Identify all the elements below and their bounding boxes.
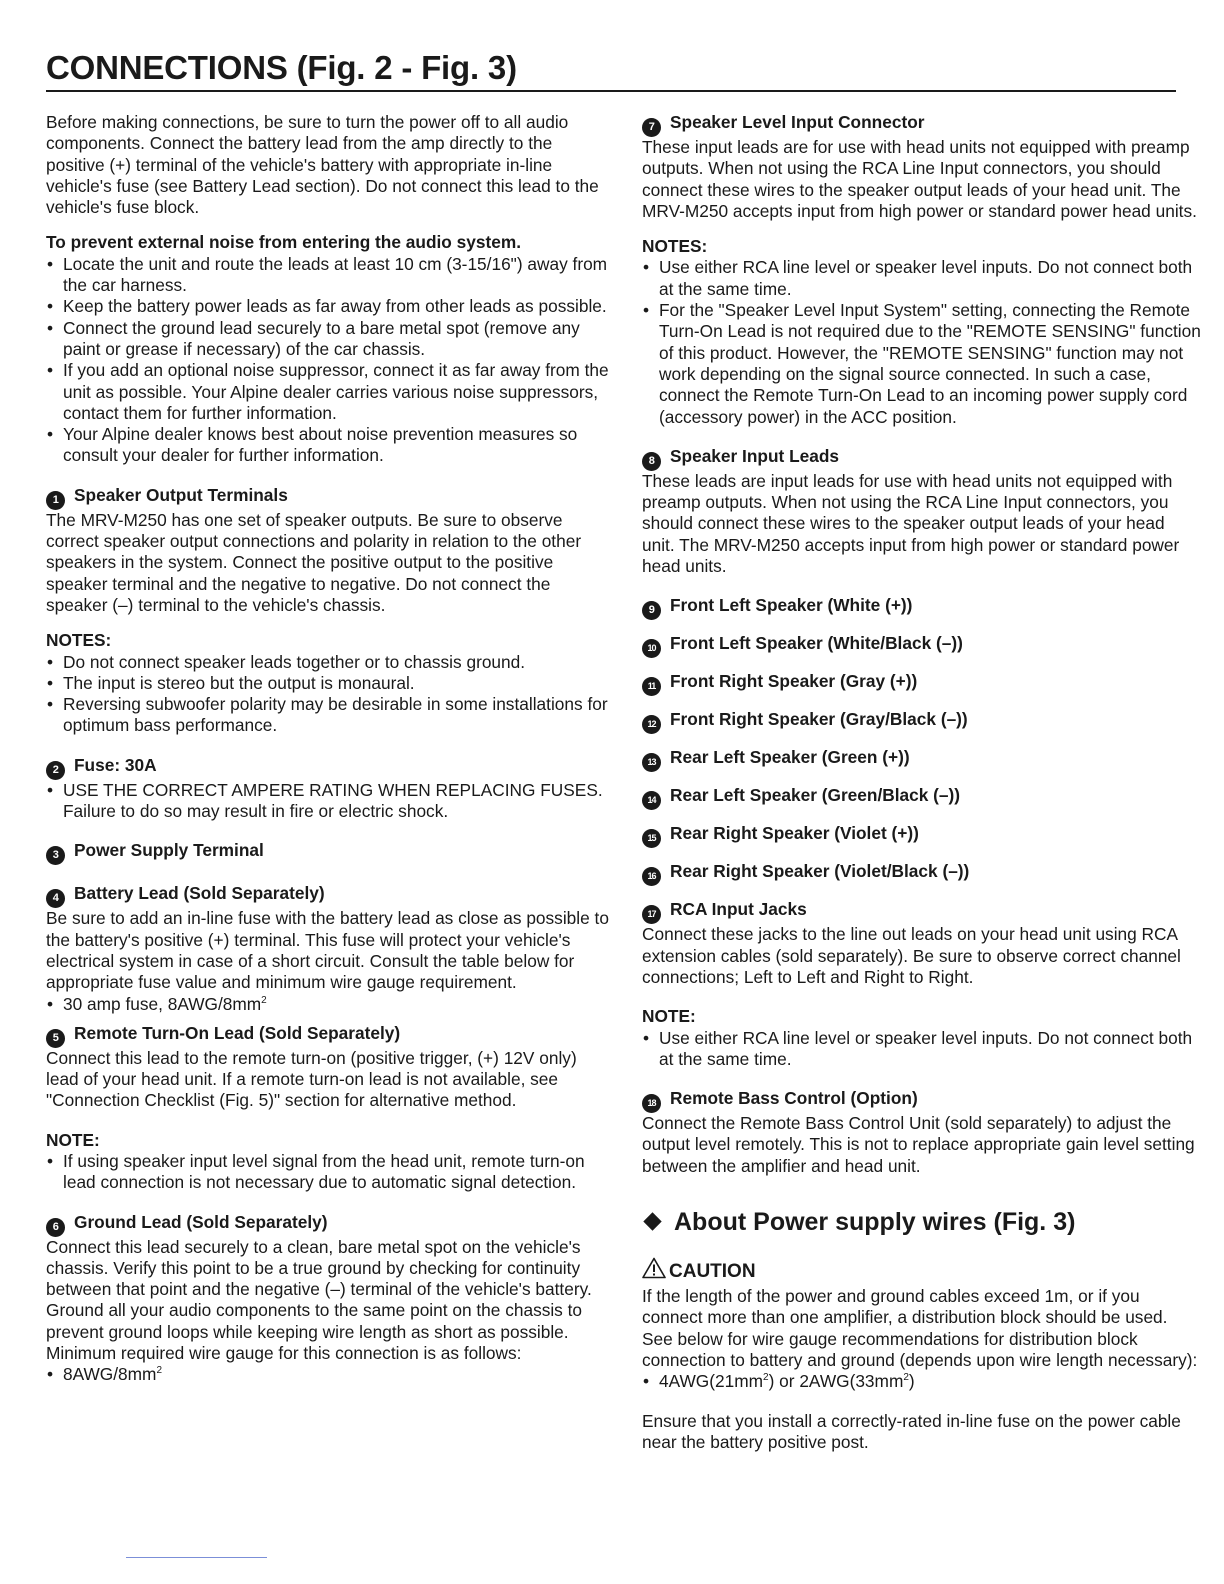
section-8-body: These leads are input leads for use with head units not equipped with preamp outputs. When not using the RCA Line Input connectors, you should connect these wires to the speaker output leads of your head unit. The MRV-M250 accepts input from high power or standard power head units. <box>642 470 1180 577</box>
list-item: • USE THE CORRECT AMPERE RATING WHEN REPLACING FUSES. <box>46 780 614 801</box>
section-2-list <box>46 780 614 801</box>
section-7-notes-label: NOTES: <box>642 236 708 257</box>
number-12-icon: 12 <box>642 715 661 734</box>
section-1-body: The MRV-M250 has one set of speaker outputs. Be sure to observe correct speaker output connections and polarity in relation to the other speakers in the system. Connect the positive output to the positive speaker terminal and the negative to negative. Do not connect the speaker (–) terminal to the vehicle's chassis. <box>46 509 582 615</box>
list-item: • Use either RCA line level or speaker level inputs. Do not connect both at the same time. <box>642 257 1202 300</box>
number-13-icon: 13 <box>642 753 661 772</box>
caution-label: CAUTION <box>642 1257 1202 1286</box>
noise-heading: To prevent external noise from entering the audio system. <box>46 232 522 253</box>
speaker-lead-item: 9 Front Left Speaker (White (+)) <box>642 595 1202 633</box>
list-item: • The input is stereo but the output is monaural. <box>46 673 614 694</box>
section-5-note <box>46 1151 614 1194</box>
list-item: • Reversing subwoofer polarity may be desirable in some installations for optimum bass performance. <box>46 694 614 737</box>
section-1-notes <box>46 652 614 737</box>
list-item: • If you add an optional noise suppressor, connect it as far away from the unit as possible. Your Alpine dealer carries various noise suppressors, contact them for further information. <box>46 360 614 424</box>
list-item: • Keep the battery power leads as far away from other leads as possible. <box>46 296 614 317</box>
section-4-list <box>46 994 614 1015</box>
section-5-body: Connect this lead to the remote turn-on (positive trigger, (+) 12V only) lead of your head unit. If a remote turn-on lead is not available, see "Connection Checklist (Fig. 5)" section for alternative method. <box>46 1047 577 1111</box>
number-15-icon: 15 <box>642 829 661 848</box>
number-17-icon: 17 <box>642 905 661 924</box>
number-11-icon: 11 <box>642 677 661 696</box>
section-17-heading: 17 RCA Input Jacks <box>642 899 1202 924</box>
list-item: • $8AWG/8mm^2$ <box>46 1364 614 1385</box>
noise-bullet-list <box>46 254 614 467</box>
section-8-heading: 8 Speaker Input Leads <box>642 446 1202 471</box>
speaker-lead-item: 13 Rear Left Speaker (Green (+)) <box>642 747 1202 785</box>
list-item: • For the "Speaker Level Input System" setting, connecting the Remote Turn-On Lead is not required due to the "REMOTE SENSING" function of this product. However, the "REMOTE SENSING" function may not work depending on the signal source connected. In such a case, connect the Remote Turn-On Lead to an incoming power supply cord (accessory power) in the ACC position. <box>642 300 1202 428</box>
speaker-lead-item: 12 Front Right Speaker (Gray/Black (–)) <box>642 709 1202 747</box>
list-item: • Your Alpine dealer knows best about noise prevention measures so consult your dealer for further information. <box>46 424 614 467</box>
list-item: • Do not connect speaker leads together or to chassis ground. <box>46 652 614 673</box>
section-6-heading: 6 Ground Lead (Sold Separately) <box>46 1212 614 1237</box>
title-rule <box>46 90 1176 92</box>
section-18-body: Connect the Remote Bass Control Unit (sold separately) to adjust the output level remotely. This is not to replace appropriate gain level setting between the amplifier and head unit. <box>642 1113 1195 1176</box>
speaker-lead-item: 16 Rear Right Speaker (Violet/Black (–)) <box>642 861 1202 899</box>
power-supply-heading: About Power supply wires (Fig. 3) <box>642 1207 1202 1237</box>
left-column <box>46 112 614 1386</box>
footer-link-underline <box>126 1557 267 1558</box>
list-item: • Connect the ground lead securely to a bare metal spot (remove any paint or grease if necessary) of the car chassis. <box>46 318 614 361</box>
number-4-icon: 4 <box>46 889 65 908</box>
list-item: • Use either RCA line level or speaker level inputs. Do not connect both at the same time. <box>642 1028 1202 1071</box>
section-2-extra: Failure to do so may result in fire or electric shock. <box>63 801 449 822</box>
number-7-icon: 7 <box>642 118 661 137</box>
section-7-body: These input leads are for use with head units not equipped with preamp outputs. When not using the RCA Line Input connectors, you should connect these wires to the speaker output leads of your head unit. The MRV-M250 accepts input from high power or standard power head units. <box>642 137 1197 221</box>
number-16-icon: 16 <box>642 867 661 886</box>
page-title: CONNECTIONS (Fig. 2 - Fig. 3) <box>46 49 517 86</box>
list-item: • If using speaker input level signal from the head unit, remote turn-on lead connection is not necessary due to automatic signal detection. <box>46 1151 614 1194</box>
number-10-icon: 10 <box>642 639 661 658</box>
section-18-heading: 18 Remote Bass Control (Option) <box>642 1088 1202 1113</box>
list-item: • Locate the unit and route the leads at least 10 cm (3-15/16") away from the car harness. <box>46 254 614 297</box>
speaker-lead-item: 10 Front Left Speaker (White/Black (–)) <box>642 633 1202 671</box>
number-14-icon: 14 <box>642 791 661 810</box>
number-9-icon: 9 <box>642 601 661 620</box>
section-17-body: Connect these jacks to the line out leads on your head unit using RCA extension cables (sold separately). Be sure to observe correct channel connections; Left to Left and Right to Right. <box>642 924 1181 987</box>
section-4-heading: 4 Battery Lead (Sold Separately) <box>46 883 614 908</box>
intro-paragraph: Before making connections, be sure to turn the power off to all audio components. Connect the battery lead from the amp directly to the positive (+) terminal of the vehicle's battery with appropriate in-line vehicle's fuse (see Battery Lead section). Do not connect this lead to the vehicle's fuse block. <box>46 112 599 218</box>
power-wire-list <box>642 1371 1202 1392</box>
section-1-notes-label: NOTES: <box>46 630 112 651</box>
list-item: • 30 amp fuse, $8AWG/8mm^2$ <box>46 994 614 1015</box>
list-item: • $4AWG(21mm^2)$ or $2AWG(33mm^2)$ <box>642 1371 1202 1392</box>
section-2-heading: 2 Fuse: 30A <box>46 755 614 780</box>
speaker-lead-item: 11 Front Right Speaker (Gray (+)) <box>642 671 1202 709</box>
number-5-icon: 5 <box>46 1029 65 1048</box>
section-17-note <box>642 1028 1202 1071</box>
power-fuse-note: Ensure that you install a correctly-rated in-line fuse on the power cable near the battery positive post. <box>642 1410 1181 1452</box>
warning-triangle-icon <box>642 1257 666 1286</box>
number-1-icon: 1 <box>46 491 65 510</box>
section-6-list <box>46 1364 614 1385</box>
section-7-heading: 7 Speaker Level Input Connector <box>642 112 1202 137</box>
diamond-icon <box>643 1213 661 1231</box>
section-6-body: Connect this lead securely to a clean, bare metal spot on the vehicle's chassis. Verify this point to be a true ground by checking for continuity between that point and the negative (–) terminal of the vehicle's battery. Ground all your audio components to the same point on the chassis to prevent ground loops while keeping wire length as short as possible. <box>46 1236 592 1342</box>
number-3-icon: 3 <box>46 846 65 865</box>
section-3-heading: 3 Power Supply Terminal <box>46 840 614 865</box>
speaker-lead-item: 15 Rear Right Speaker (Violet (+)) <box>642 823 1202 861</box>
section-5-note-label: NOTE: <box>46 1129 100 1150</box>
section-4-body: Be sure to add an in-line fuse with the battery lead as close as possible to the battery's positive (+) terminal. This fuse will protect your vehicle's electrical system in case of a short circuit. Consult the table below for appropriate fuse value and minimum wire gauge requirement. <box>46 908 609 993</box>
speaker-lead-item: 14 Rear Left Speaker (Green/Black (–)) <box>642 785 1202 823</box>
number-18-icon: 18 <box>642 1094 661 1113</box>
number-8-icon: 8 <box>642 452 661 471</box>
speaker-lead-list <box>642 595 1202 899</box>
section-6-body2: Minimum required wire gauge for this connection is as follows: <box>46 1343 522 1364</box>
section-5-heading: 5 Remote Turn-On Lead (Sold Separately) <box>46 1023 614 1048</box>
number-2-icon: 2 <box>46 761 65 780</box>
section-7-notes <box>642 257 1202 427</box>
section-1-heading: 1 Speaker Output Terminals <box>46 485 614 510</box>
power-caution-body: If the length of the power and ground cables exceed 1m, or if you connect more than one amplifier, a distribution block should be used. See below for wire gauge recommendations for distribution block connection to battery and ground (depends upon wire length necessary): <box>642 1286 1198 1370</box>
number-6-icon: 6 <box>46 1218 65 1237</box>
section-17-note-label: NOTE: <box>642 1006 696 1027</box>
right-column <box>642 112 1202 1453</box>
